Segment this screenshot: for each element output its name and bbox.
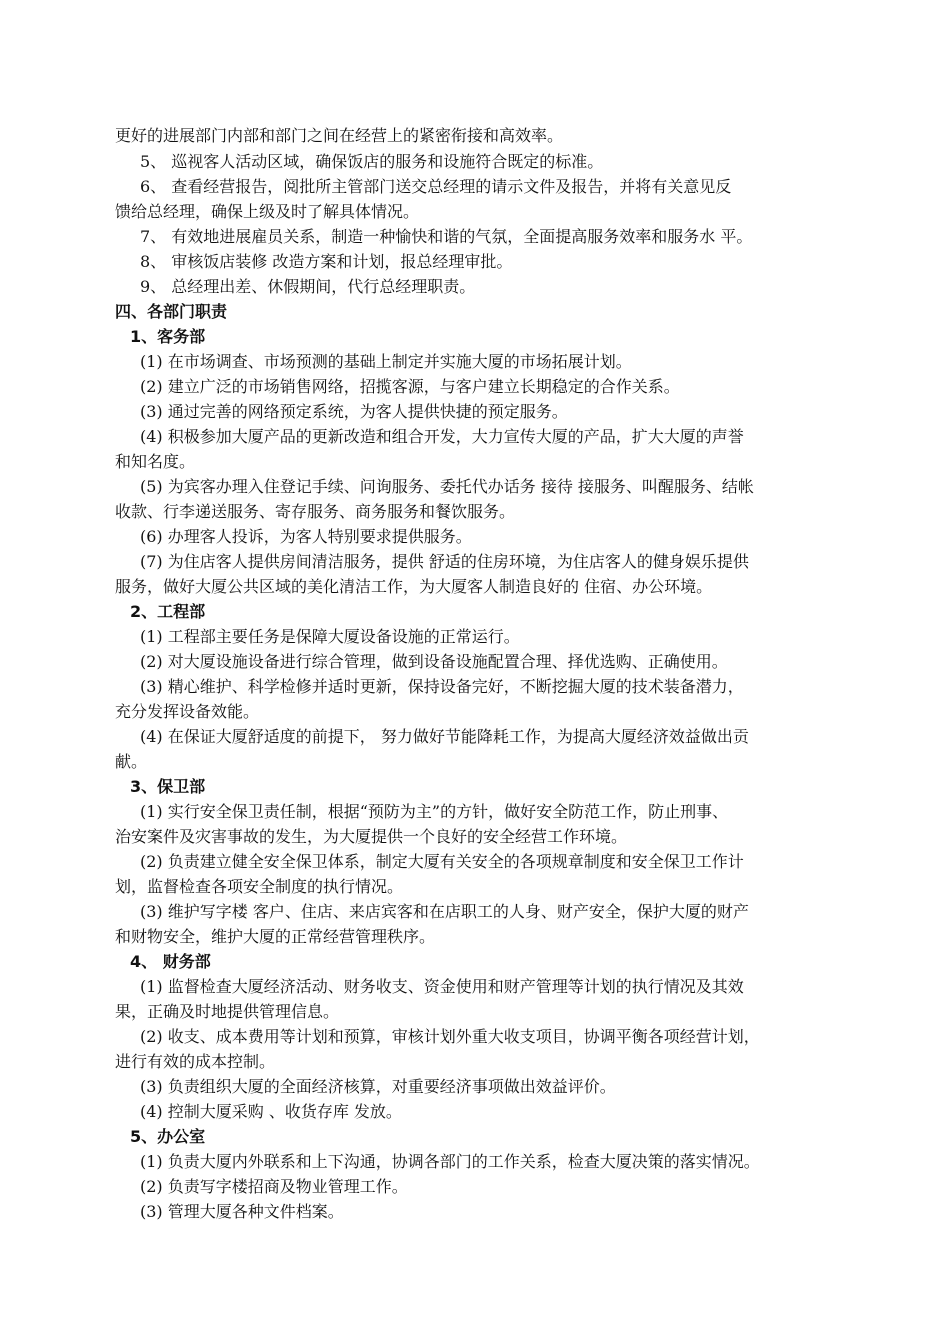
paragraph-line: 治安案件及灾害事故的发生，为大厦提供一个良好的安全经营工作环境。 (115, 827, 628, 846)
list-item: (4) 积极参加大厦产品的更新改造和组合开发，大力宣传大厦的产品，扩大大厦的声誉 (140, 427, 744, 446)
paragraph-line: 进行有效的成本控制。 (115, 1052, 276, 1071)
list-item: (1) 工程部主要任务是保障大厦设备设施的正常运行。 (140, 627, 520, 646)
list-item: (2) 负责写字楼招商及物业管理工作。 (140, 1177, 408, 1196)
list-item: (2) 负责建立健全安全保卫体系，制定大厦有关安全的各项规章制度和安全保卫工作计 (140, 852, 744, 871)
subsection-heading-security-dept: 3、保卫部 (130, 777, 206, 796)
subsection-heading-finance-dept: 4、 财务部 (130, 952, 211, 971)
list-item-7: 7、 有效地进展雇员关系，制造一种愉快和谐的气氛，全面提高服务效率和服务水 平。 (140, 227, 753, 246)
list-item: (4) 在保证大厦舒适度的前提下， 努力做好节能降耗工作，为提高大厦经济效益做出贡 (140, 727, 749, 746)
list-item: (2) 收支、成本费用等计划和预算，审核计划外重大收支项目，协调平衡各项经营计划， (140, 1027, 760, 1046)
list-item: (1) 实行安全保卫责任制，根据“预防为主”的方针，做好安全防范工作，防止刑事、 (140, 802, 729, 821)
list-item-9: 9、 总经理出差、休假期间，代行总经理职责。 (140, 277, 476, 296)
subsection-heading-engineering-dept: 2、工程部 (130, 602, 206, 621)
list-item: (1) 监督检查大厦经济活动、财务收支、资金使用和财产管理等计划的执行情况及其效 (140, 977, 744, 996)
paragraph-line: 和财物安全，维护大厦的正常经营管理秩序。 (115, 927, 436, 946)
list-item: (7) 为住店客人提供房间清洁服务，提供 舒适的住房环境，为住店客人的健身娱乐提供 (140, 552, 749, 571)
subsection-heading-client-dept: 1、客务部 (130, 327, 206, 346)
list-item: (1) 在市场调查、市场预测的基础上制定并实施大厦的市场拓展计划。 (140, 352, 632, 371)
list-item: (5) 为宾客办理入住登记手续、问询服务、委托代办话务 接待 接服务、叫醒服务、结帐 (140, 477, 754, 496)
paragraph-line: 和知名度。 (115, 452, 196, 471)
subsection-heading-office: 5、办公室 (130, 1127, 206, 1146)
section-heading: 四、各部门职责 (115, 302, 228, 321)
list-item: (3) 负责组织大厦的全面经济核算，对重要经济事项做出效益评价。 (140, 1077, 616, 1096)
list-item-8: 8、 审核饭店装修 改造方案和计划，报总经理审批。 (140, 252, 513, 271)
paragraph-line: 更好的进展部门内部和部门之间在经营上的紧密衔接和高效率。 (115, 126, 564, 145)
list-item: (2) 对大厦设施设备进行综合管理，做到设备设施配置合理、择优选购、正确使用。 (140, 652, 728, 671)
list-item: (1) 负责大厦内外联系和上下沟通，协调各部门的工作关系，检查大厦决策的落实情况。 (140, 1152, 760, 1171)
paragraph-line: 献。 (115, 752, 148, 771)
paragraph-line: 服务，做好大厦公共区域的美化清洁工作，为大厦客人制造良好的 住宿、办公环境。 (115, 577, 713, 596)
list-item: (4) 控制大厦采购 、收货存库 发放。 (140, 1102, 402, 1121)
list-item: (2) 建立广泛的市场销售网络，招揽客源，与客户建立长期稳定的合作关系。 (140, 377, 680, 396)
list-item-6: 6、 查看经营报告，阅批所主管部门送交总经理的请示文件及报告，并将有关意见反 (140, 177, 732, 196)
paragraph-line: 馈给总经理，确保上级及时了解具体情况。 (115, 202, 420, 221)
list-item-5: 5、 巡视客人活动区域，确保饭店的服务和设施符合既定的标准。 (140, 152, 604, 171)
paragraph-line: 收款、行李递送服务、寄存服务、商务服务和餐饮服务。 (115, 502, 516, 521)
list-item: (3) 维护写字楼 客户、住店、来店宾客和在店职工的人身、财产安全，保护大厦的财产 (140, 902, 749, 921)
paragraph-line: 划，监督检查各项安全制度的执行情况。 (115, 877, 404, 896)
list-item: (3) 精心维护、科学检修并适时更新，保持设备完好，不断挖掘大厦的技术装备潜力， (140, 677, 744, 696)
list-item: (3) 管理大厦各种文件档案。 (140, 1202, 344, 1221)
paragraph-line: 果，正确及时地提供管理信息。 (115, 1002, 340, 1021)
list-item: (6) 办理客人投诉，为客人特别要求提供服务。 (140, 527, 472, 546)
list-item: (3) 通过完善的网络预定系统，为客人提供快捷的预定服务。 (140, 402, 568, 421)
paragraph-line: 充分发挥设备效能。 (115, 702, 260, 721)
